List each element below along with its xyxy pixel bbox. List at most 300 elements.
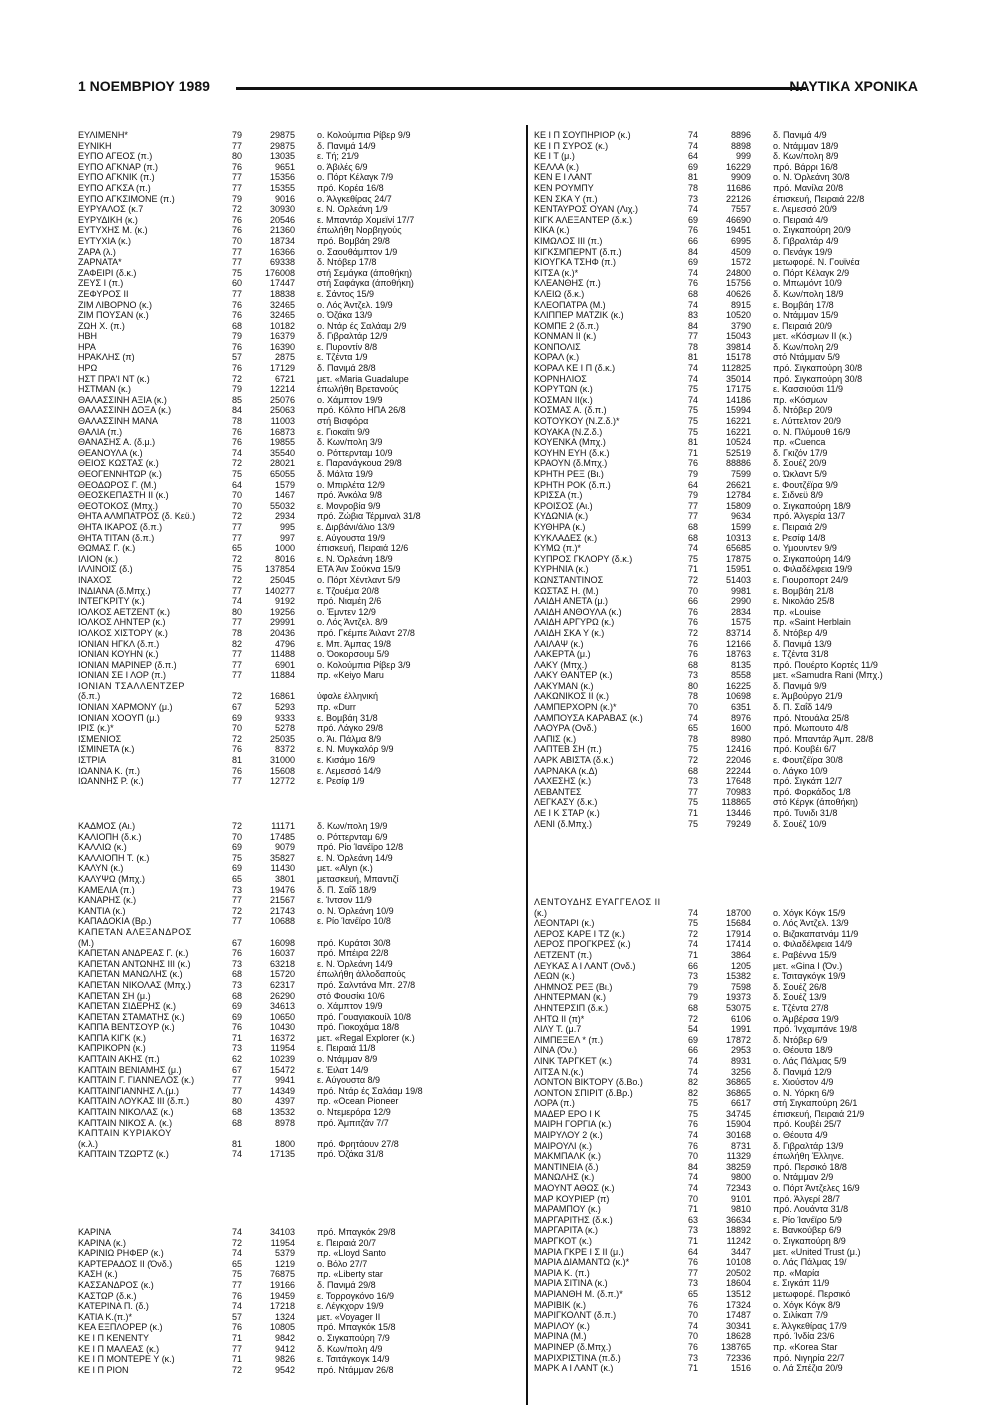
ship-status: ε. Πειραιά 2/9 [773, 521, 828, 532]
tonnage: 6351 [730, 702, 751, 713]
build-year: 69 [687, 161, 698, 172]
build-year: 72 [231, 1237, 242, 1248]
ship-status: στή Σαφάγκα (άποθήκη) [317, 278, 414, 289]
ship-entry [534, 384, 913, 395]
ship-name: ΚΩΝΣΤΑΝΤΙΝΟΣ [534, 574, 604, 585]
ship-status: ε. Βομβάη 31/8 [317, 712, 378, 723]
tonnage: 12214 [269, 384, 295, 395]
ship-status: πρ. «Cuenca [773, 437, 826, 448]
tonnage: 16221 [725, 416, 751, 427]
ship-entry [534, 469, 913, 480]
tonnage: 3864 [730, 949, 751, 960]
build-year: 70 [231, 490, 242, 501]
build-year: 64 [231, 479, 242, 490]
ship-name: ΘΕΟΣΚΕΠΑΣΤΗ ΙΙ (κ.) [78, 490, 169, 501]
build-year: 68 [687, 521, 698, 532]
tonnage: 55032 [269, 500, 295, 511]
ship-status: ε. Ρεσίφ 1/9 [317, 776, 365, 787]
ship-entry [534, 1172, 913, 1183]
ship-name: ΛΕΩΝ (κ.) [534, 971, 575, 982]
ship-entry [534, 1194, 913, 1205]
ship-name: ΘΑΛΑΣΣΙΝΗ ΔΟΞΑ (κ.) [78, 405, 172, 416]
ship-name: ΛΕΓΚΑΣΥ (δ.κ.) [534, 797, 598, 808]
tonnage: 1467 [274, 490, 295, 501]
tonnage: 35014 [725, 373, 751, 384]
ship-name: ΚΥΠΡΟΣ ΓΚΛΟΡΥ (δ.κ.) [534, 553, 633, 564]
tonnage: 11242 [726, 1236, 751, 1246]
tonnage: 25063 [269, 405, 295, 416]
tonnage: 46690 [725, 214, 751, 225]
tonnage: 28021 [269, 458, 295, 469]
build-year: 66 [687, 1045, 698, 1056]
ship-status: πρό. Κυράτσι 30/8 [317, 937, 391, 948]
ship-status: ο. Λός Άντζελ. 13/9 [773, 918, 849, 929]
ship-status: δ. Ντόβερ 4/9 [773, 627, 828, 638]
ship-entry [534, 1098, 913, 1109]
tonnage: 72343 [725, 1183, 751, 1194]
build-year: 73 [687, 1352, 698, 1363]
ship-entry [78, 427, 457, 438]
ship-entry [78, 321, 457, 332]
build-year: 77 [687, 1267, 698, 1278]
ship-status: μετ. «Κόσμων ΙΙ (κ.) [773, 331, 852, 342]
ship-name: ΚΑΛΛΙΟΠΗ Τ. (κ.) [78, 852, 150, 863]
ship-entry [534, 660, 913, 671]
build-year: 57 [231, 352, 242, 363]
build-year: 76 [687, 617, 698, 628]
ship-name: ΙΟΝΙΑΝ ΧΟΟΥΠ (μ.) [78, 712, 160, 723]
build-year: 76 [231, 1022, 242, 1033]
ship-status: ο. Σιγκαπούρη 8/9 [773, 1236, 846, 1246]
ship-status: δ. Πανιμά 9/9 [773, 680, 827, 691]
ship-entry [78, 162, 457, 173]
tonnage: 137854 [264, 564, 295, 575]
build-year: 69 [231, 712, 242, 723]
ship-entry [534, 395, 913, 406]
ship-entry [534, 427, 913, 438]
ship-status: πρό. Κόλπο ΗΠΑ 26/8 [317, 405, 406, 416]
ship-name: ΜΑΡΓΑΡΙΤΑ (κ.) [534, 1225, 598, 1236]
build-year: 77 [231, 895, 242, 906]
ship-entry [534, 1257, 913, 1268]
ship-entry [534, 522, 913, 533]
ship-status: ε. Ν. Όρλεάνη 14/9 [317, 852, 393, 863]
ship-entry [78, 384, 457, 395]
tonnage: 999 [735, 151, 751, 162]
ship-name: ΜΑΙΡΟΥΛΙ (κ.) [534, 1140, 593, 1151]
build-year: 76 [231, 744, 242, 755]
ship-status: ο. Θέουτα 4/9 [773, 1130, 828, 1141]
ship-entry [78, 1259, 457, 1270]
tonnage: 11954 [270, 1043, 295, 1054]
ship-status: πρό. Όζάκα 31/8 [317, 1149, 384, 1160]
ship-entry [78, 448, 457, 459]
tonnage: 13446 [725, 808, 751, 818]
build-year: 74 [687, 1055, 698, 1066]
ship-name: ΜΑΡΙΧΡΙΣΤΙΝΑ (π.δ.) [534, 1352, 621, 1363]
ship-status: ε. Σάντος 15/9 [317, 288, 375, 299]
tonnage: 17414 [725, 939, 751, 950]
build-year: 78 [231, 627, 242, 638]
tonnage: 1516 [730, 1363, 751, 1374]
ship-status: μετ. «Voyager II [317, 1311, 381, 1322]
build-year: 62 [231, 1054, 242, 1065]
ship-entry [534, 1162, 913, 1173]
ship-entry [534, 961, 913, 972]
ship-status: στό Κέργκ (άποθήκη) [773, 797, 859, 808]
tonnage: 25045 [269, 574, 295, 585]
tonnage: 10313 [725, 532, 751, 543]
ship-status: ε. Φουτζέϊρα 30/8 [773, 755, 843, 766]
ship-status: ο. Ν. Υόρκη 6/9 [773, 1087, 835, 1098]
ship-status: ο. Πόρτ Άντζελες 16/9 [773, 1183, 860, 1194]
tonnage: 1579 [274, 479, 295, 490]
tonnage: 1572 [730, 257, 751, 268]
build-year: 77 [231, 916, 242, 927]
ship-name: ΛΟΝΤΟΝ ΣΠΙΡΙΤ (δ.Βρ.) [534, 1087, 633, 1098]
build-year: 77 [231, 521, 242, 532]
ship-entry [78, 895, 457, 906]
build-year: 68 [231, 1117, 242, 1128]
ship-status: ο. Λά Σπέζια 20/9 [773, 1363, 843, 1374]
tonnage: 15756 [725, 278, 751, 289]
build-year: 74 [687, 543, 698, 554]
build-year: 75 [687, 744, 698, 755]
build-year: 74 [687, 1172, 698, 1183]
ship-name: ΛΑΚΥ (Μπχ.) [534, 659, 588, 670]
ship-status: ε. Τή; 21/9 [317, 151, 359, 162]
ship-status: ε. Πυροντίν 8/8 [317, 341, 378, 352]
tonnage: 140277 [264, 585, 295, 596]
ship-entry [78, 885, 457, 896]
ship-name: ΕΥΠΟ ΑΓΚΣΑ (π.) [78, 182, 151, 193]
ship-status: πρό. Λουάντα 31/8 [773, 1204, 849, 1215]
ship-name: ΚΡΗΤΗ ΡΟΚ (δ.π.) [534, 479, 611, 490]
ship-entry [534, 501, 913, 512]
ship-name: ΛΑΧΕΣΗΣ (κ.) [534, 776, 592, 787]
ship-name: ΛΑΙΛΑΨ (κ.) [534, 638, 584, 649]
ship-status: ο. Ν. Όρλεάνη 10/9 [317, 905, 394, 916]
ship-status: πρό. Βομβάη 29/8 [317, 235, 390, 246]
ship-name: ΗΣΤΜΑΝ (κ.) [78, 384, 132, 395]
build-year: 81 [687, 437, 698, 448]
ship-status: ε. Φουτζέϊρα 9/9 [773, 479, 838, 490]
ship-entry [534, 1331, 913, 1342]
ship-status: ε. Βομβάη 21/8 [773, 585, 834, 596]
tonnage: 8976 [730, 712, 751, 723]
build-year: 74 [231, 1149, 242, 1160]
ship-name: ΚΑΠΕΤΑΝ ΣΤΑΜΑΤΗΣ (κ.) [78, 1011, 185, 1022]
ship-entry [78, 969, 457, 980]
ship-entry [534, 204, 913, 215]
build-year: 67 [231, 1064, 242, 1075]
tonnage: 10650 [269, 1011, 295, 1022]
ship-name: ΜΑΟΥΝΤ ΑΘΩΣ (κ.) [534, 1183, 615, 1194]
ship-entry [78, 744, 457, 755]
ship-name: ΙΟΝΙΑΝ ΚΟΥΗΝ (κ.) [78, 649, 159, 660]
tonnage: 22126 [725, 193, 751, 204]
ship-name: ΚΙΟΥΓΚΑ ΤΣΗΦ (π.) [534, 257, 616, 268]
ship-status: μετασκευή, Μπαντιζί [317, 873, 399, 884]
ship-status: στή Σιγκαπούρη 26/1 [773, 1098, 858, 1109]
tonnage: 19166 [269, 1279, 295, 1290]
ship-entry [78, 268, 457, 279]
build-year: 71 [231, 1332, 242, 1343]
ship-name: ΛΑΜΠΟΥΣΑ ΚΑΡΑΒΑΣ (κ.) [534, 712, 643, 723]
ship-status: δ. Πανιμά 28/8 [317, 363, 376, 374]
ship-status: ο. Σιγκαπούρη 20/9 [773, 225, 851, 236]
tonnage: 39814 [725, 341, 751, 352]
build-year: 68 [231, 320, 242, 331]
ship-name: ΚΟΝΜΑΝ ΙΙ (κ.) [534, 331, 597, 342]
build-year: 69 [231, 842, 242, 853]
ship-status: ε. Τσιτάγκογκ 14/9 [317, 1354, 390, 1365]
ship-entry [534, 575, 913, 586]
ship-name: ΚΑΡΙΝΑ (κ.) [78, 1237, 127, 1248]
tonnage: 16379 [269, 331, 295, 342]
ship-status: ε. Σιδνεϋ 8/9 [773, 490, 824, 501]
ship-status: στή Σεμάγκα (άποθήκη) [317, 267, 412, 278]
ship-entry [78, 1291, 457, 1302]
ship-entry [78, 863, 457, 874]
ship-status: ε. Λεμεσσό 20/9 [773, 204, 837, 215]
tonnage: 18763 [725, 649, 751, 660]
ship-entry [534, 982, 913, 993]
ship-status: πρό. Γιοκοχάμα 18/8 [317, 1022, 400, 1033]
build-year: 81 [231, 755, 242, 766]
tonnage: 15951 [725, 564, 751, 575]
ship-status: ο. Χόγκ Κόγκ 8/9 [773, 1299, 841, 1310]
ship-entry [78, 1075, 457, 1086]
tonnage: 12166 [725, 638, 751, 649]
tonnage: 32465 [269, 299, 295, 310]
ship-name: ΛΕΒΑΝΤΕΣ [534, 786, 582, 797]
ship-entry [78, 543, 457, 554]
ship-name: (κ.λ.) [78, 1138, 98, 1149]
ship-status: ε. Κασσιούσι 11/9 [773, 384, 844, 395]
ship-status: πρό. Κορέα 16/8 [317, 182, 384, 193]
build-year: 72 [231, 553, 242, 564]
build-year: 79 [231, 130, 242, 140]
ship-name: ΚΟΥΗΝ ΕΥΗ (δ.κ.) [534, 447, 610, 458]
ship-name: ΚΟΜΠΕ 2 (δ.π.) [534, 320, 599, 331]
tonnage: 1600 [730, 723, 751, 734]
tonnage: 40626 [725, 288, 751, 299]
tonnage: 10430 [269, 1022, 295, 1033]
ship-name: ΚΑΡΙΝΑ [78, 1227, 112, 1237]
ship-entry [78, 469, 457, 480]
ship-entry [78, 681, 457, 692]
ship-entry [78, 225, 457, 236]
ship-status: έπωλήθη Έλληνε. [773, 1151, 845, 1162]
tonnage: 17135 [269, 1149, 295, 1160]
tonnage: 16229 [725, 161, 751, 172]
tonnage: 35827 [269, 852, 295, 863]
ship-name: ΛΗΝΤΕΡΣΙΠ (δ.κ.) [534, 1002, 609, 1013]
tonnage: 1599 [730, 521, 751, 532]
ship-status: δ. Πανιμά 13/9 [773, 638, 832, 649]
build-year: 68 [687, 532, 698, 543]
ship-entry [534, 639, 913, 650]
ship-status: ο. Σιγκαπούρη 7/9 [317, 1332, 390, 1343]
tonnage: 63218 [269, 958, 295, 969]
ship-entry [78, 575, 457, 586]
ship-entry [534, 194, 913, 205]
tonnage: 24800 [725, 267, 751, 278]
ship-status: έπωλήθη Νορβηγούς [317, 225, 402, 236]
ship-status: ε. Βανκούβερ 6/9 [773, 1225, 842, 1236]
tonnage: 76875 [269, 1269, 295, 1280]
build-year: 76 [687, 649, 698, 660]
ship-name: ΙΟΝΙΑΝ ΗΓΚΛ (δ.π.) [78, 638, 160, 649]
ship-status: δ. Σουέζ 20/9 [773, 458, 827, 469]
build-year: 76 [687, 458, 698, 469]
build-year: 68 [231, 1107, 242, 1118]
ship-name: ΚΟΡΑΛ ΚΕ Ι Π (δ.κ.) [534, 363, 616, 374]
ship-entry [78, 1248, 457, 1259]
ship-name: ΜΑΡΙΑ ΣΙΤΙΝΑ (κ.) [534, 1278, 608, 1289]
ship-status: ο. Ντάρ ές Σαλάαμ 2/9 [317, 320, 407, 331]
ship-status: πρό. Άλγερία 13/7 [773, 511, 846, 522]
ship-entry [78, 1301, 457, 1312]
build-year: 77 [231, 776, 242, 787]
ship-entry [78, 490, 457, 501]
ship-status: πρό. Μανίλα 20/8 [773, 182, 844, 193]
ship-entry [78, 564, 457, 575]
ship-entry [534, 437, 913, 448]
ship-entry [78, 1001, 457, 1012]
ship-status: ο. Όοκορσουμ 5/9 [317, 649, 390, 660]
ship-entry [78, 874, 457, 885]
ship-status: πρό. Μπέιρα 22/8 [317, 948, 389, 959]
build-year: 71 [687, 1363, 698, 1374]
ship-entry [534, 342, 913, 353]
ship-status: ο. Ν. Όρλεάνη 30/8 [773, 172, 850, 183]
ship-name: ΘΑΛΑΣΣΙΝΗ ΑΞΙΑ (κ.) [78, 394, 167, 405]
ship-name: ΚΑΣΤΩΡ (δ.κ.) [78, 1290, 137, 1301]
build-year: 77 [231, 532, 242, 543]
ship-entry [78, 342, 457, 353]
ship-entry [534, 1300, 913, 1311]
ship-entry [78, 1065, 457, 1076]
ship-name: ΚΛΕΟΠΑΤΡΑ (Μ.) [534, 299, 606, 310]
build-year: 74 [687, 939, 698, 950]
build-year: 77 [687, 500, 698, 511]
ship-name: ΚΕ Ι Π ΚΕΝΕΝΤΥ [78, 1332, 150, 1343]
ship-name: ΛΕΝΙ (δ.Μπχ.) [534, 818, 592, 829]
ship-name: ΚΟΥΑΚΑ (Ν.Ζ.δ.) [534, 426, 603, 437]
ship-name: ΚΑΠΤΑΙΝ Γ. ΓΙΑΝΝΕΛΟΣ (κ.) [78, 1075, 195, 1086]
build-year: 73 [687, 670, 698, 681]
ship-entry [534, 1077, 913, 1088]
ship-status: δ. Γκιζόν 17/9 [773, 447, 828, 458]
tonnage: 15809 [725, 500, 751, 511]
build-year: 71 [687, 1204, 698, 1215]
build-year: 75 [231, 1269, 242, 1280]
ship-status: πρό. Περσικό 18/8 [773, 1161, 847, 1172]
tonnage: 15382 [725, 971, 751, 982]
tonnage: 36865 [725, 1077, 751, 1088]
ship-status: ο. Μπιρλέτα 12/9 [317, 479, 385, 490]
ship-entry [78, 927, 457, 938]
ship-name: ΘΗΤΑ ΤΙΤΑΝ (δ.π.) [78, 532, 155, 543]
ship-name: ΘΑΛΑΣΣΙΝΗ ΜΑΝΑ [78, 416, 158, 427]
ship-entry [78, 702, 457, 713]
ship-status: ο. Ν. Πλύμουθ 16/9 [773, 426, 851, 437]
ship-status: δ. Κων/πολη 19/9 [317, 821, 388, 831]
ship-name: ΛΟΡΑ (π.) [534, 1098, 575, 1109]
build-year: 79 [231, 331, 242, 342]
ship-entry [78, 395, 457, 406]
build-year: 63 [687, 1214, 698, 1225]
ship-entry [78, 533, 457, 544]
ship-entry [78, 734, 457, 745]
build-year: 70 [231, 723, 242, 734]
ship-entry [78, 310, 457, 321]
ship-status: πρό. Γουαγιακουίλ 10/8 [317, 1011, 411, 1022]
tonnage: 30930 [269, 204, 295, 215]
ship-name: ΖΑΡΝΑΤΑ* [78, 257, 122, 268]
ship-status: ο. Φιλαδέλφεια 19/9 [773, 564, 853, 575]
tonnage: 6901 [274, 659, 295, 670]
ship-status: ε. Πειραιά 11/8 [317, 1043, 376, 1054]
ship-name: ΛΗΝΤΕΡΜΑΝ (κ.) [534, 992, 607, 1003]
build-year: 54 [687, 1024, 698, 1035]
build-year: 76 [231, 765, 242, 776]
ship-entry [534, 744, 913, 755]
ship-name: ΚΑΠΤΑΙΝ ΑΚΗΣ (π.) [78, 1054, 160, 1065]
ship-name: ΜΑΡΓΚΟΤ (κ.) [534, 1236, 593, 1246]
ship-entry [534, 310, 913, 321]
ship-name: ΕΥΠΟ ΑΓΚΝΙΚ (π.) [78, 172, 155, 183]
ship-status: πρό. Γκέμπε Άιλαντ 27/8 [317, 627, 415, 638]
ship-status: πρό. Σιγκαπούρη 30/8 [773, 373, 863, 384]
build-year: 69 [231, 1011, 242, 1022]
build-year: 83 [687, 310, 698, 321]
ship-name: ΚΟΡΥΤΩΝ (κ.) [534, 384, 593, 395]
ship-entry [78, 1238, 457, 1249]
ship-status: ο. Πόρτ Χέντλαντ 5/9 [317, 574, 401, 585]
ship-name: ΜΑΙΡΥΛΟΥ 2 (κ.) [534, 1130, 603, 1141]
build-year: 73 [231, 884, 242, 895]
ship-status: πρ. «Liberty star [317, 1269, 383, 1280]
ship-status: ο. Βόλο 27/7 [317, 1258, 368, 1269]
ship-status: ο. Σιγκαπούρη 14/9 [773, 553, 851, 564]
ship-entry [78, 363, 457, 374]
build-year: 75 [687, 416, 698, 427]
ship-status: ο. Σιγκαπούρη 18/9 [773, 500, 851, 511]
ship-entry [534, 331, 913, 342]
ship-name: ΚΑΠΤΑΙΝ ΤΖΩΡΤΖ (κ.) [78, 1149, 169, 1160]
ship-name: ΚΟΝΠΟΛΙΣ [534, 341, 581, 352]
ship-name: ΚΑΠΕΤΑΝ ΑΝΔΡΕΑΣ Γ. (κ.) [78, 948, 189, 959]
ship-status: ε. Αύγουστα 8/9 [317, 1075, 381, 1086]
tonnage: 1575 [730, 617, 751, 628]
tonnage: 10520 [725, 310, 751, 321]
ship-status: μετωφορέ. Ν. Γουϊνέα [773, 257, 860, 268]
ship-name: ΛΙΛΥ Τ. (μ.7 [534, 1024, 582, 1035]
tonnage: 6721 [274, 373, 295, 384]
tonnage: 4397 [274, 1096, 295, 1107]
ship-name: ΛΗΤΩ ΙΙ (π)* [534, 1013, 585, 1024]
ship-name: (κ.) [534, 907, 547, 918]
ship-entry [78, 1269, 457, 1280]
tonnage: 10688 [269, 916, 295, 927]
ship-name: ΚΟΡΑΛ (κ.) [534, 352, 580, 363]
ship-status: πρό. Λάγκο 29/8 [317, 723, 383, 734]
build-year: 78 [687, 691, 698, 702]
ship-name: ΜΑΔΕΡ ΕΡΟ Ι Κ [534, 1108, 601, 1119]
